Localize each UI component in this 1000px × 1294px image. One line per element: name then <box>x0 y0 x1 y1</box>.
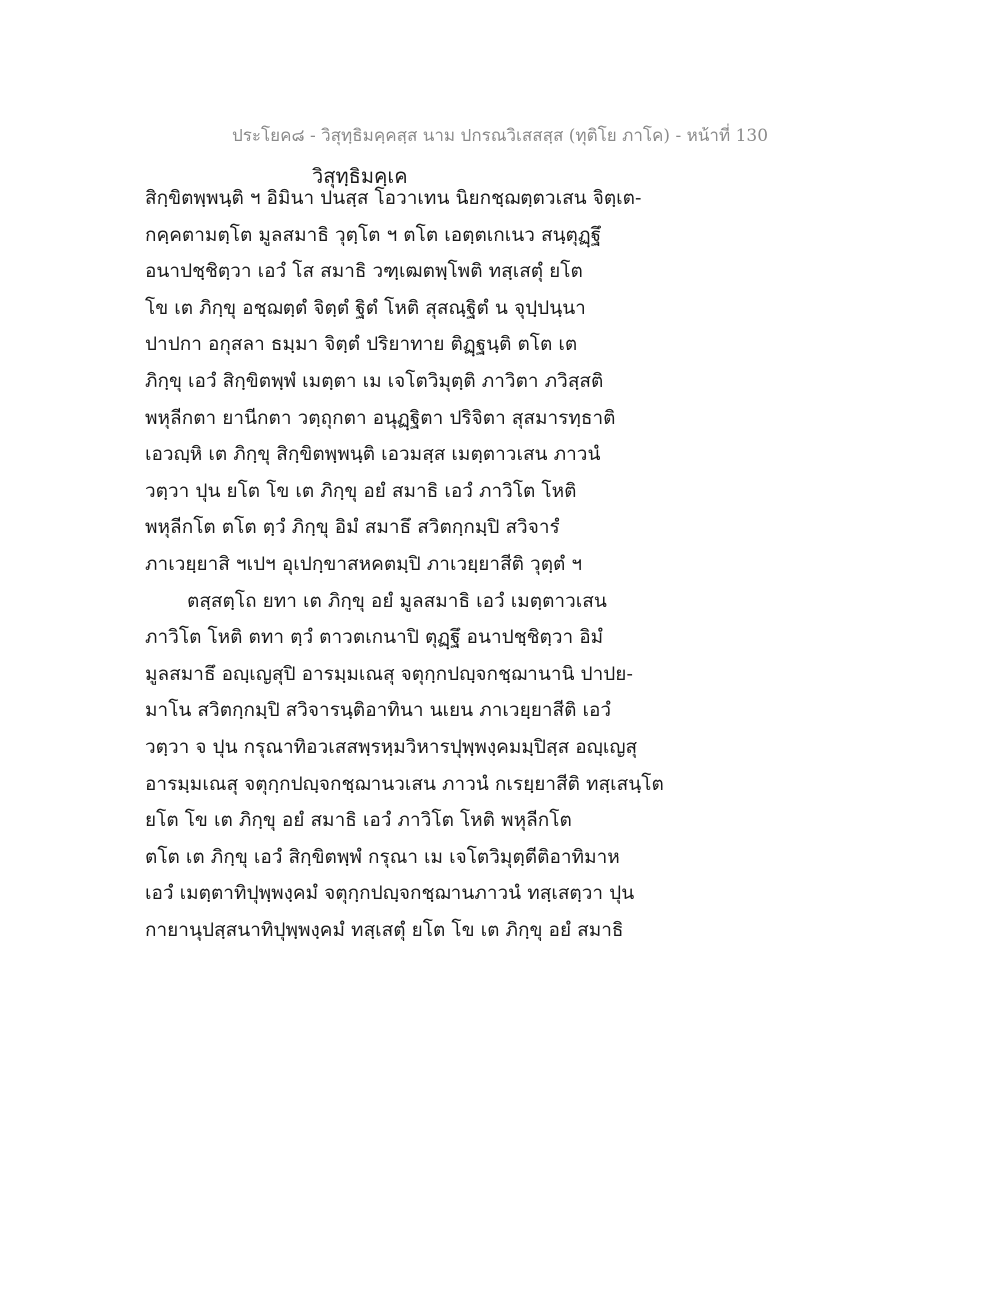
text-line: วตฺวา จ ปุน กรุณาทิอวเสสพฺรหฺมวิหารปุพฺพงฺคมมฺปิสฺส อญฺเญสุ <box>145 735 638 758</box>
text-line: อนาปชฺชิตฺวา เอวํ โส สมาธิ วฑฺเฒตพฺโพติ ทสฺเสตุํ ยโต <box>145 260 583 283</box>
text-line: มูลสมาธึ อญฺเญสุปิ อารมฺมเณสุ จตุกฺกปญฺจกชฺฌานานิ ปาปย- <box>145 662 633 685</box>
text-line: พหุลีกตา ยานีกตา วตฺถุกตา อนุฏฺฐิตา ปริจิตา สุสมารทฺธาติ <box>145 406 616 429</box>
text-line: โข เต ภิกฺขุ อชฺฌตฺตํ จิตฺตํ ฐิตํ โหติ สุสณฺฐิตํ น จุปฺปนฺนา <box>145 296 586 319</box>
text-line: วตฺวา ปุน ยโต โข เต ภิกฺขุ อยํ สมาธิ เอวํ ภาวิโต โหติ <box>145 479 577 502</box>
text-line: ปาปกา อกุสลา ธมฺมา จิตฺตํ ปริยาทาย ติฏฺฐนฺติ ตโต เต <box>145 333 578 356</box>
text-line: อารมฺมเณสุ จตุกฺกปญฺจกชฺฌานวเสน ภาวนํ กเรยฺยาสีติ ทสฺเสนฺโต <box>145 772 664 795</box>
text-line: ภาเวยฺยาสิ ฯเปฯ อุเปกฺขาสหคตมฺปิ ภาเวยฺยาสีติ วุตฺตํ ฯ <box>145 552 583 575</box>
text-line: ภิกฺขุ เอวํ สิกฺขิตพฺพํ เมตฺตา เม เจโตวิมุตฺติ ภาวิตา ภวิสฺสติ <box>145 369 604 392</box>
text-line: ยโต โข เต ภิกฺขุ อยํ สมาธิ เอวํ ภาวิโต โหติ พหุลีกโต <box>145 809 572 832</box>
text-line: พหุลีกโต ตโต ตฺวํ ภิกฺขุ อิมํ สมาธึ สวิตกฺกมฺปิ สวิจารํ <box>145 516 560 539</box>
text-line: มาโน สวิตกฺกมฺปิ สวิจารนฺติอาทินา นเยน ภาเวยฺยาสีติ เอวํ <box>145 699 612 722</box>
text-line: กคฺคตามตฺโต มูลสมาธิ วุตฺโต ฯ ตโต เอตฺตเกเนว สนฺตุฏฺฐึ <box>145 223 602 246</box>
text-line: กายานุปสฺสนาทิปุพฺพงฺคมํ ทสฺเสตุํ ยโต โข เต ภิกฺขุ อยํ สมาธิ <box>145 918 624 941</box>
text-line: สิกฺขิตพฺพนฺติ ฯ อิมินา ปนสฺส โอวาเทน นิยกชฺฌตฺตวเสน จิตฺเต- <box>145 187 642 209</box>
text-line: เอวํ เมตฺตาทิปุพฺพงฺคมํ จตุกฺกปญฺจกชฺฌานภาวนํ ทสฺเสตฺวา ปุน <box>145 882 635 905</box>
paragraph-start-line: ตสฺสตฺโถ ยทา เต ภิกฺขุ อยํ มูลสมาธิ เอวํ เมตฺตาวเสน <box>187 589 607 612</box>
text-line: ภาวิโต โหติ ตทา ตฺวํ ตาวตเกนาปิ ตุฏฺฐึ อนาปชฺชิตฺวา อิมํ <box>145 626 604 649</box>
text-line: เอวญฺหิ เต ภิกฺขุ สิกฺขิตพฺพนฺติ เอวมสฺส เมตฺตาวเสน ภาวนํ <box>145 443 601 466</box>
text-line: ตโต เต ภิกฺขุ เอวํ สิกฺขิตพฺพํ กรุณา เม เจโตวิมุตฺตีติอาทิมาห <box>145 845 620 868</box>
running-header: ประโยค๘ - วิสุทฺธิมคฺคสฺส นาม ปกรณวิเสสสฺส (ทุติโย ภาโค) - หน้าที่ 130 <box>231 126 769 146</box>
book-title: วิสุทฺธิมคฺเค <box>312 164 408 188</box>
body-text <box>145 177 705 945</box>
